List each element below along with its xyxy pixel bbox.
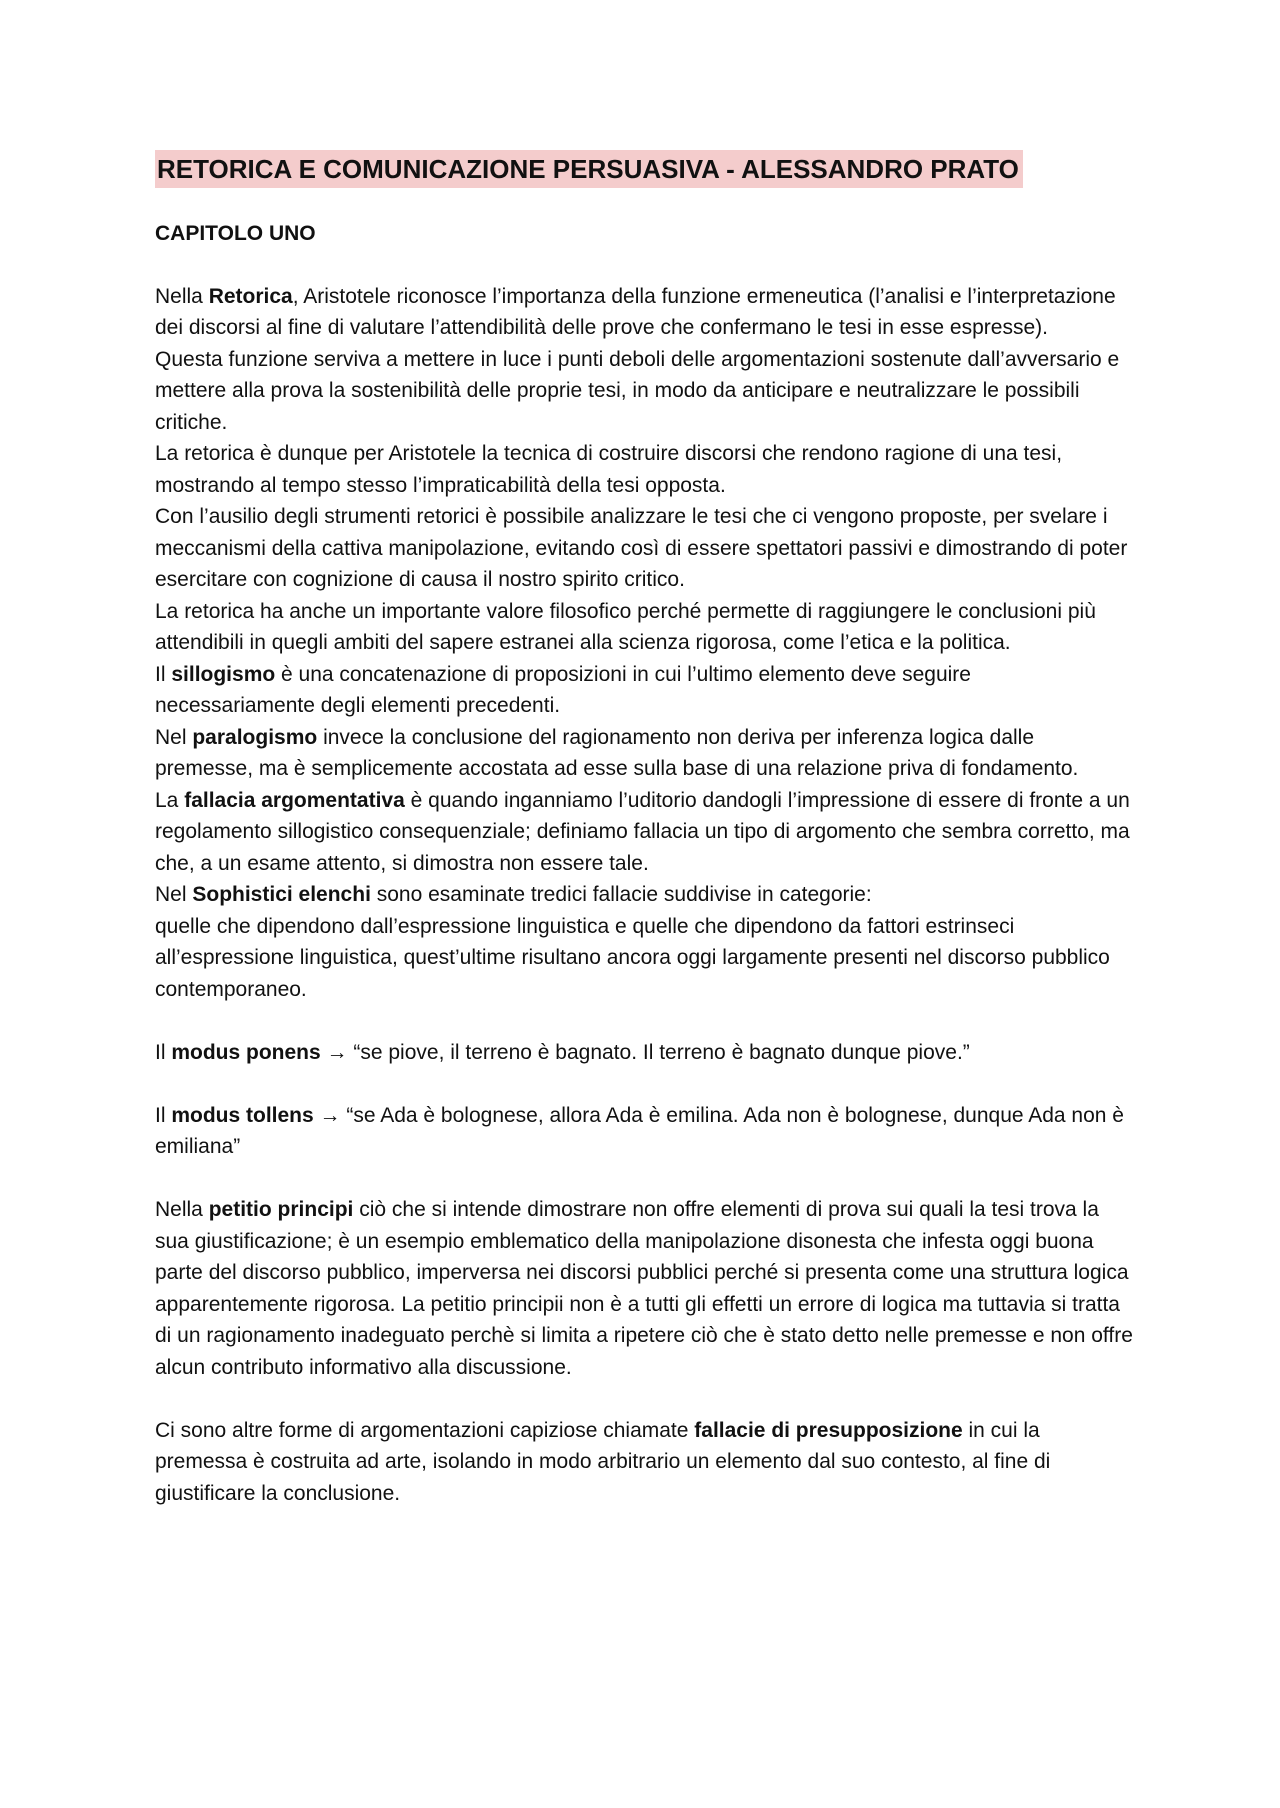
- paragraph-petitio-principi: [155, 1194, 1135, 1383]
- text-run: Il: [155, 1040, 172, 1064]
- paragraph-categorie: quelle che dipendono dall’espressione linguistica e quelle che dipendono da fattori estrinseci all’espressione linguistica, quest’ultime risultano ancora oggi largamente presenti nel discorso pubblico contemporaneo.: [155, 914, 1110, 1001]
- text-run: sono esaminate tredici fallacie suddivise in categorie:: [370, 883, 872, 906]
- text-run: Ci sono altre forme di argomentazioni capiziose chiamate: [155, 1418, 695, 1442]
- text-run: Nel: [155, 725, 193, 749]
- bold-term: Retorica: [208, 284, 293, 308]
- paragraph-modus-ponens: [155, 1037, 1135, 1069]
- text-run: Nella: [155, 1198, 209, 1221]
- bold-term: fallacie di presupposizione: [694, 1418, 963, 1442]
- chapter-heading: CAPITOLO UNO: [155, 222, 316, 245]
- paragraph-tecnica: La retorica è dunque per Aristotele la tecnica di costruire discorsi che rendono ragione di una tesi, mostrando al tempo stesso l’impraticabilità della tesi opposta.: [155, 442, 1063, 497]
- bold-term: modus ponens: [171, 1040, 321, 1064]
- text-run: → “se piove, il terreno è bagnato. Il terreno è bagnato dunque piove.”: [320, 1040, 970, 1064]
- paragraph-sillogismo: [155, 659, 1135, 722]
- text-run: Nella: [155, 284, 209, 308]
- text-run: è quando inganniamo l’uditorio dandogli l’impressione di essere di fronte a un regolamento sillogistico consequenziale; definiamo fallacia un tipo di argomento che sembra corretto, ma che, a un esame attento, si dimostra non essere tale.: [155, 788, 1130, 875]
- bold-term: modus tollens: [171, 1103, 314, 1127]
- text-run: Il: [155, 1103, 172, 1127]
- text-run: in cui la premessa è costruita ad arte, isolando in modo arbitrario un elemento dal suo contesto, al fine di giustificare la conclusione.: [155, 1418, 1051, 1505]
- bold-term: Sophistici elenchi: [192, 883, 371, 906]
- document-title: RETORICA E COMUNICAZIONE PERSUASIVA - ALESSANDRO PRATO: [155, 150, 1023, 188]
- paragraph-fallacia: [155, 785, 1135, 880]
- text-run: Il: [155, 662, 172, 686]
- document-page: [155, 150, 1135, 1509]
- paragraph-modus-tollens: [155, 1100, 1135, 1163]
- bold-term: sillogismo: [171, 662, 276, 686]
- paragraph-valore-filosofico: La retorica ha anche un importante valore filosofico perché permette di raggiungere le conclusioni più attendibili in quegli ambiti del sapere estranei alla scienza rigorosa, come l’etica e la politica.: [155, 599, 1096, 654]
- paragraph-retorica: [155, 281, 1135, 344]
- bold-term: paralogismo: [192, 725, 318, 749]
- text-run: invece la conclusione del ragionamento non deriva per inferenza logica dalle premesse, ma è semplicemente accostata ad esse sulla base di una relazione priva di fondamento.: [155, 725, 1079, 780]
- paragraph-paralogismo: [155, 722, 1135, 785]
- text-run: La: [155, 788, 185, 812]
- bold-term: fallacia argomentativa: [184, 788, 405, 812]
- bold-term: petitio principi: [208, 1198, 354, 1221]
- paragraph-presupposizione: [155, 1415, 1135, 1510]
- paragraph-funzione: Questa funzione serviva a mettere in luce i punti deboli delle argomentazioni sostenute dall’avversario e mettere alla prova la sostenibilità delle proprie tesi, in modo da anticipare e neutralizzare le possibili critiche.: [155, 347, 1120, 434]
- text-run: → “se Ada è bolognese, allora Ada è emilina. Ada non è bolognese, dunque Ada non è emiliana”: [155, 1103, 1124, 1158]
- paragraph-sophistici: [155, 879, 1135, 911]
- paragraph-strumenti: Con l’ausilio degli strumenti retorici è possibile analizzare le tesi che ci vengono proposte, per svelare i meccanismi della cattiva manipolazione, evitando così di essere spettatori passivi e dimostrando di poter esercitare con cognizione di causa il nostro spirito critico.: [155, 505, 1128, 591]
- text-run: , Aristotele riconosce l’importanza della funzione ermeneutica (l’analisi e l’interpretazione dei discorsi al fine di valutare l’attendibilità delle prove che confermano le tesi in esse espresse).: [155, 284, 1116, 339]
- text-run: ciò che si intende dimostrare non offre elementi di prova sui quali la tesi trova la sua giustificazione; è un esempio emblematico della manipolazione disonesta che infesta oggi buona parte del discorso pubblico, imperversa nei discorsi pubblici perché si presenta come una struttura logica apparentemente rigorosa. La petitio principii non è a tutti gli effetti un errore di logica ma tuttavia si tratta di un ragionamento inadeguato perchè si limita a ripetere ciò che è stato detto nelle premesse e non offre alcun contributo informativo alla discussione.: [155, 1198, 1133, 1379]
- text-run: Nel: [155, 883, 193, 906]
- text-run: è una concatenazione di proposizioni in cui l’ultimo elemento deve seguire necessariamente degli elementi precedenti.: [155, 662, 971, 717]
